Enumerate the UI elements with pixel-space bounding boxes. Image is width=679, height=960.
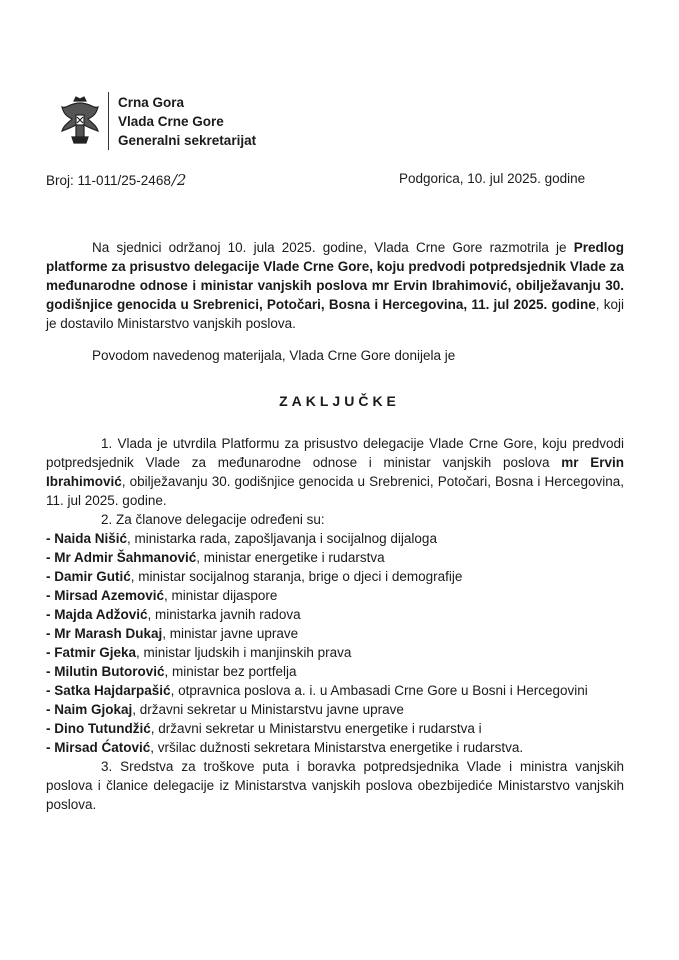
header-divider	[108, 92, 109, 150]
list-item: - Mr Admir Šahmanović, ministar energetike i rudarstva	[46, 550, 385, 565]
intro-paragraph: Na sjednici održanoj 10. jula 2025. godine, Vlada Crne Gore razmotrila je Predlog platforme za prisustvo delegacije Vlade Crne Gore, koju predvodi potpredsjednik Vlade za međunarodne odnose i ministar vanjskih poslova mr Ervin Ibrahimović, obilježavanju 30. godišnjice genocida u Srebrenici, Potočari, Bosna i Hercegovina, 11. jul 2025. godine, koji je dostavilo Ministarstvo vanjskih poslova.	[46, 240, 624, 331]
povod-line: Povodom navedenog materijala, Vlada Crne Gore donijela je	[92, 348, 456, 363]
delegation-list	[46, 529, 624, 757]
conclusions-heading: ZAKLJUČKE	[279, 393, 400, 409]
conclusions-body	[46, 434, 624, 814]
list-item: - Mr Marash Dukaj, ministar javne uprave	[46, 626, 299, 641]
list-item: - Majda Adžović, ministarka javnih radova	[46, 607, 301, 622]
organization-block	[118, 93, 256, 150]
list-item: - Damir Gutić, ministar socijalnog staranja, brige o djeci i demografije	[46, 569, 463, 584]
org-line: Vlada Crne Gore	[118, 114, 224, 129]
reference-number	[46, 171, 186, 189]
conclusion-1: 1. Vlada je utvrdila Platformu za prisustvo delegacije Vlade Crne Gore, koju predvodi potpredsjednik Vlade za međunarodne odnose i ministar vanjskih poslova mr Ervin Ibrahimović, obilježavanju 30. godišnjice genocida u Srebrenici, Potočari, Bosna i Hercegovina, 11. jul 2025. godine.	[46, 436, 624, 508]
list-item: - Mirsad Ćatović, vršilac dužnosti sekretara Ministarstva energetike i rudarstva.	[46, 740, 524, 755]
org-line: Crna Gora	[118, 95, 185, 110]
conclusion-3: 3. Sredstva za troškove puta i boravka potpredsjednika Vlade i ministra vanjskih poslova i članice delegacije iz Ministarstva vanjskih poslova obezbijediće Ministarstvo vanjskih poslova.	[46, 759, 624, 812]
list-item: - Naida Nišić, ministarka rada, zapošljavanja i socijalnog dijaloga	[46, 531, 437, 546]
coat-of-arms-icon	[58, 95, 102, 147]
list-item: - Mirsad Azemović, ministar dijaspore	[46, 588, 278, 603]
place-date: Podgorica, 10. jul 2025. godine	[399, 171, 586, 186]
list-item: - Milutin Butorović, ministar bez portfelja	[46, 664, 297, 679]
reference-label: Broj: 11-011/25-2468	[46, 173, 171, 188]
list-item: - Fatmir Gjeka, ministar ljudskih i manjinskih prava	[46, 645, 352, 660]
list-item: - Dino Tutundžić, državni sekretar u Ministarstvu energetike i rudarstva i	[46, 721, 482, 736]
conclusion-2: 2. Za članove delegacije određeni su:	[101, 512, 325, 527]
list-item: - Naim Gjokaj, državni sekretar u Ministarstvu javne uprave	[46, 702, 404, 717]
handwritten-annotation: /2	[171, 171, 187, 189]
org-line: Generalni sekretarijat	[118, 133, 257, 148]
list-item: - Satka Hajdarpašić, otpravnica poslova a. i. u Ambasadi Crne Gore u Bosni i Hercegovini	[46, 683, 588, 698]
